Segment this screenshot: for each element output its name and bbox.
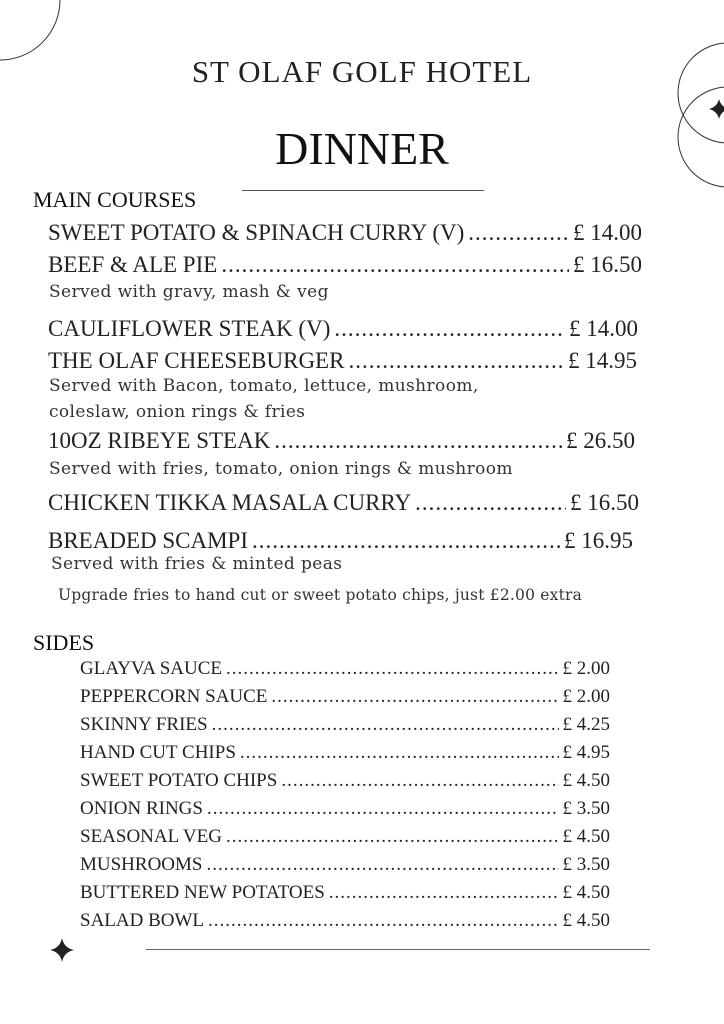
item-price: £ 3.50 [562,798,610,819]
menu-item [48,428,635,454]
dot-leader [274,428,562,454]
item-name: PEPPERCORN SAUCE [80,686,268,707]
dot-leader [212,714,559,736]
item-name: 10OZ RIBEYE STEAK [48,428,271,453]
menu-item [48,348,637,374]
item-name: ONION RINGS [80,798,203,819]
side-item [80,882,610,904]
item-name: BEEF & ALE PIE [48,252,218,277]
menu-item [48,220,642,246]
item-price: £ 4.50 [562,882,610,903]
side-item [80,910,610,932]
item-description: Served with gravy, mash & veg [49,282,329,302]
dot-leader [208,910,558,932]
item-price: £ 4.50 [562,770,610,791]
item-name: SALAD BOWL [80,910,205,931]
item-description: Served with Bacon, tomato, lettuce, mushroom, [49,376,479,396]
dot-leader [221,252,569,278]
bottom-divider [146,949,650,950]
item-name: SEASONAL VEG [80,826,222,847]
item-price: £ 16.50 [573,252,642,277]
item-price: £ 4.50 [562,910,610,931]
arc-ornament-icon [0,0,60,60]
dot-leader [240,742,559,764]
item-name: CAULIFLOWER STEAK (V) [48,316,331,341]
dot-leader [281,770,558,792]
side-item [80,714,610,736]
item-description: coleslaw, onion rings & fries [49,402,306,422]
side-item [80,798,610,820]
upgrade-note: Upgrade fries to hand cut or sweet potato chips, just £2.00 extra [58,586,583,604]
item-price: £ 4.95 [562,742,610,763]
dot-leader [226,658,558,680]
item-price: £ 4.50 [562,826,610,847]
item-price: £ 14.95 [568,348,637,373]
item-name: BUTTERED NEW POTATOES [80,882,325,903]
dot-leader [206,854,558,876]
side-item [80,826,610,848]
menu-item [48,528,633,554]
dot-leader [468,220,569,246]
dot-leader [415,490,566,516]
item-name: CHICKEN TIKKA MASALA CURRY [48,490,412,515]
side-item [80,770,610,792]
sparkle-star-icon [50,938,74,962]
item-price: £ 14.00 [573,220,642,245]
item-price: £ 2.00 [562,686,610,707]
sides-heading: SIDES [33,630,95,655]
main-courses-heading: MAIN COURSES [33,187,197,212]
side-item [80,742,610,764]
menu-title: DINNER [275,123,449,174]
item-description: Served with fries, tomato, onion rings & mushroom [49,459,513,479]
item-price: £ 26.50 [566,428,635,453]
item-name: THE OLAF CHEESEBURGER [48,348,345,373]
hotel-name: ST OLAF GOLF HOTEL [191,54,533,89]
item-name: SWEET POTATO & SPINACH CURRY (V) [48,220,465,245]
item-price: £ 16.95 [564,528,633,553]
item-price: £ 16.50 [570,490,639,515]
dot-leader [348,348,564,374]
item-name: SKINNY FRIES [80,714,208,735]
item-price: £ 2.00 [562,658,610,679]
dot-leader [334,316,565,342]
side-item [80,686,610,708]
sparkle-star-icon [709,99,724,119]
dot-leader [329,882,559,904]
item-name: SWEET POTATO CHIPS [80,770,278,791]
item-name: HAND CUT CHIPS [80,742,236,763]
item-price: £ 3.50 [562,854,610,875]
menu-item [48,316,638,342]
menu-item [48,490,639,516]
title-divider [242,190,484,191]
dot-leader [271,686,558,708]
side-item [80,854,610,876]
item-name: BREADED SCAMPI [48,528,249,553]
menu-item [48,252,642,278]
item-name: GLAYVA SAUCE [80,658,223,679]
dot-leader [252,528,560,554]
side-item [80,658,610,680]
item-price: £ 4.25 [562,714,610,735]
item-name: MUSHROOMS [80,854,203,875]
item-description: Served with fries & minted peas [51,554,343,574]
item-price: £ 14.00 [569,316,638,341]
dot-leader [226,826,559,848]
dot-leader [207,798,559,820]
